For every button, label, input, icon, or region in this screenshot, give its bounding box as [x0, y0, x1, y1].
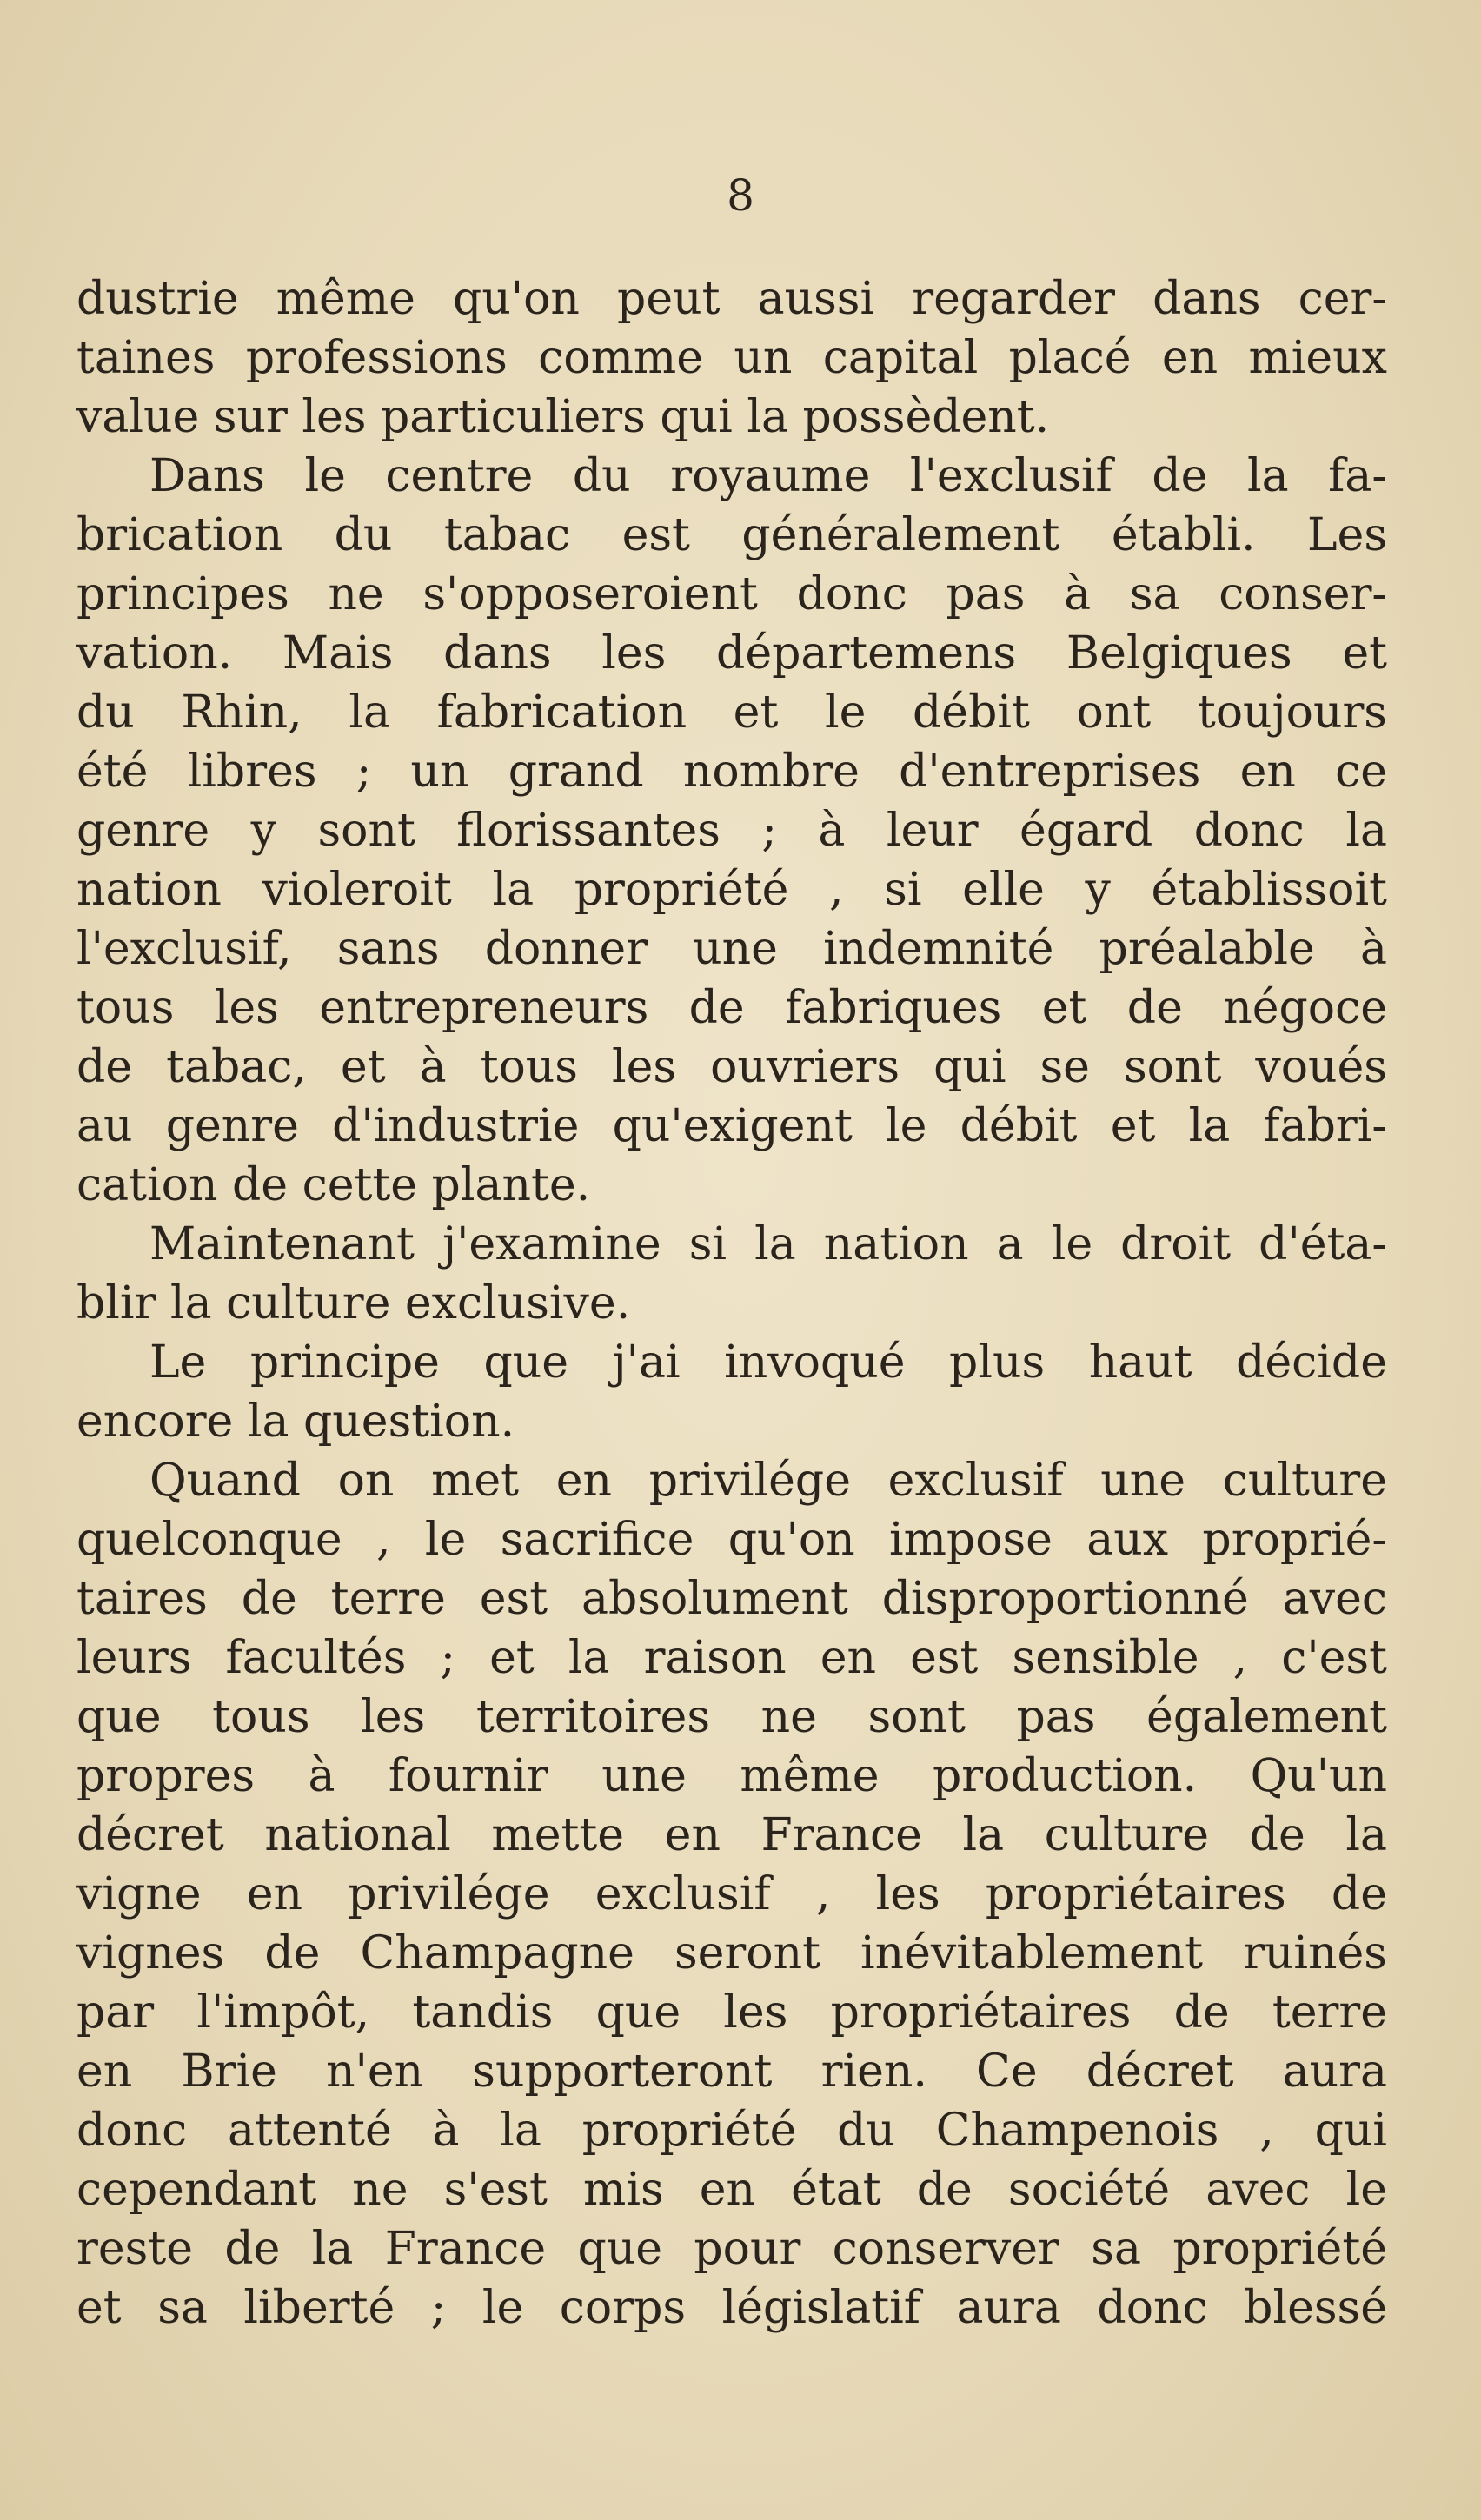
text-line: du Rhin, la fabrication et le débit ont toujours [76, 686, 1387, 739]
text-line: brication du tabac est généralement établi. Les [76, 509, 1387, 561]
text-line: Maintenant j'examine si la nation a le droit d'éta- [149, 1218, 1387, 1270]
text-line: taines professions comme un capital placé en mieux [76, 332, 1387, 384]
text-line: vigne en privilége exclusif , les propriétaires de [76, 1868, 1387, 1920]
text-line: par l'impôt, tandis que les propriétaires de terre [76, 1986, 1387, 2039]
text-line: dustrie même qu'on peut aussi regarder dans cer- [76, 273, 1387, 325]
body-text [76, 269, 1387, 2338]
text-line: Dans le centre du royaume l'exclusif de la fa- [149, 450, 1387, 502]
text-line: vignes de Champagne seront inévitablement ruinés [76, 1927, 1387, 1980]
text-line: propres à fournir une même production. Qu'un [76, 1750, 1387, 1802]
text-line: tous les entrepreneurs de fabriques et de négoce [76, 982, 1387, 1034]
text-line: genre y sont florissantes ; à leur égard donc la [76, 805, 1387, 857]
page-number: 8 [727, 170, 754, 221]
text-line: leurs facultés ; et la raison en est sensible , c'est [76, 1632, 1387, 1684]
text-line: l'exclusif, sans donner une indemnité préalable à [76, 923, 1387, 975]
text-line: Le principe que j'ai invoqué plus haut décide [149, 1336, 1387, 1389]
text-line: value sur les particuliers qui la possèdent. [76, 391, 1050, 443]
text-line: encore la question. [76, 1396, 515, 1448]
text-line: cation de cette plante. [76, 1159, 591, 1211]
text-line: blir la culture exclusive. [76, 1277, 631, 1330]
text-line: reste de la France que pour conserver sa propriété [76, 2223, 1387, 2275]
text-line: en Brie n'en supporteront rien. Ce décret aura [76, 2046, 1387, 2098]
text-line: de tabac, et à tous les ouvriers qui se sont voués [76, 1041, 1387, 1093]
text-line: taires de terre est absolument disproportionné avec [76, 1573, 1387, 1625]
text-line: que tous les territoires ne sont pas également [76, 1691, 1387, 1743]
text-line: cependant ne s'est mis en état de société avec le [76, 2164, 1387, 2216]
text-line: décret national mette en France la culture de la [76, 1809, 1387, 1861]
text-line: et sa liberté ; le corps législatif aura donc blessé [76, 2282, 1387, 2334]
text-line: nation violeroit la propriété , si elle y établissoit [76, 864, 1387, 916]
text-line: quelconque , le sacrifice qu'on impose aux proprié- [76, 1514, 1387, 1566]
text-line: Quand on met en privilége exclusif une culture [149, 1455, 1387, 1507]
text-line: donc attenté à la propriété du Champenois , qui [76, 2105, 1387, 2157]
text-line: principes ne s'opposeroient donc pas à sa conser- [76, 568, 1387, 620]
text-line: au genre d'industrie qu'exigent le débit et la fabri- [76, 1100, 1387, 1152]
text-line: vation. Mais dans les départemens Belgiques et [76, 627, 1387, 680]
text-line: été libres ; un grand nombre d'entreprises en ce [76, 746, 1387, 798]
